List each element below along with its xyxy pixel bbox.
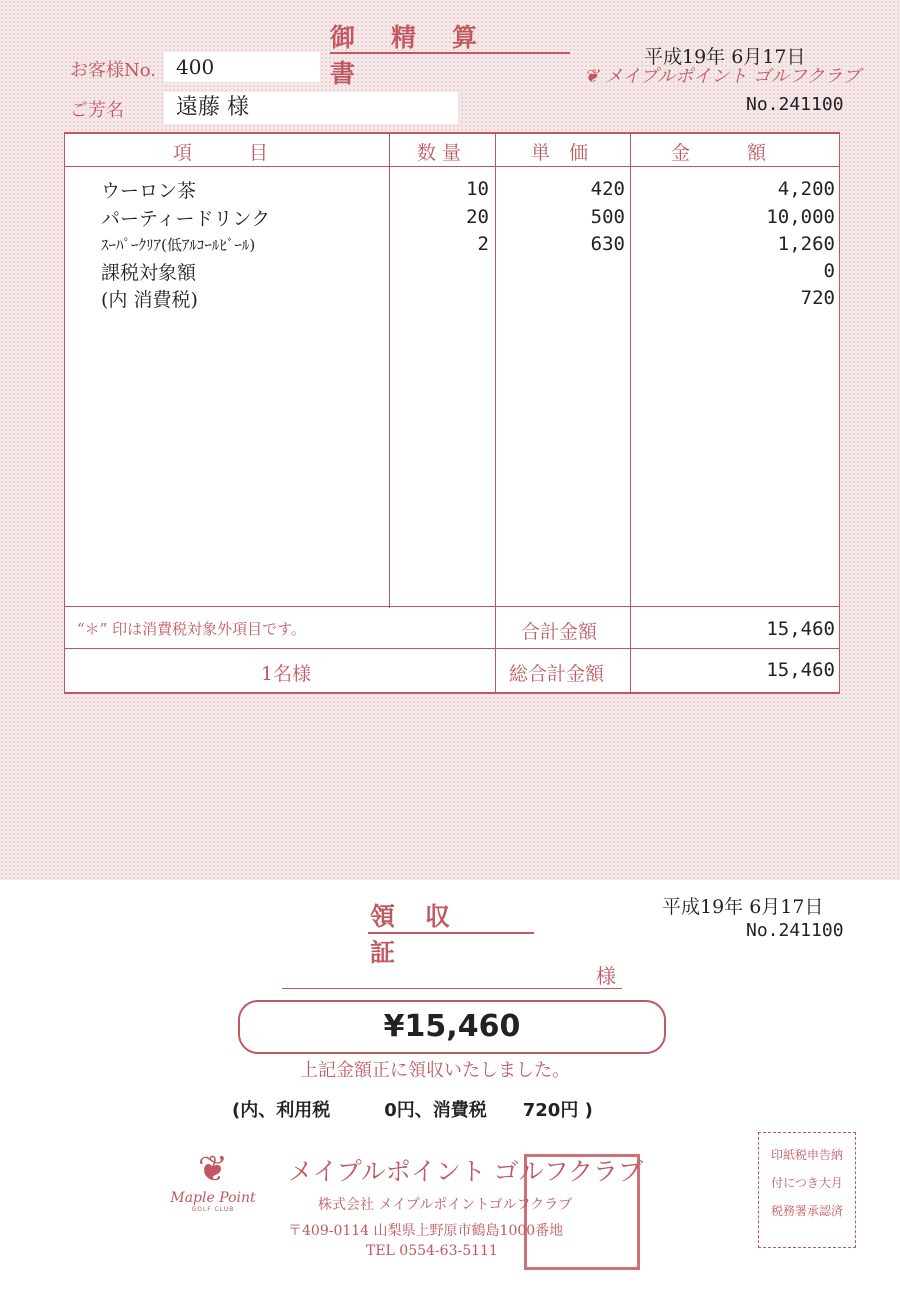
header-price: 単 価: [531, 142, 589, 164]
receipt-doc-no: No.241100: [746, 920, 844, 941]
maple-point-logo: [160, 1150, 266, 1213]
header-rule: [65, 166, 839, 167]
revenue-stamp-line: 印紙税申告納: [770, 1148, 843, 1162]
receipt-title-underline: [368, 932, 534, 934]
subtotal-label: 合計金額: [521, 621, 598, 643]
company-name: 株式会社 メイプルポイントゴルフクラブ: [318, 1197, 573, 1213]
persons-count: 1名様: [261, 663, 312, 685]
receipt-title: 領収証: [370, 902, 481, 967]
revenue-stamp-line: 付につき大月: [771, 1176, 843, 1190]
maple-leaf-icon: ❦: [197, 1149, 229, 1190]
row-amount: 4,200: [777, 178, 835, 200]
row-item: パーティードリンク: [101, 208, 271, 230]
row-qty: 20: [466, 206, 489, 228]
column-divider: [630, 134, 631, 692]
subtotal-value: 15,460: [766, 618, 835, 640]
receipt-date: 平成19年 6月17日: [662, 896, 824, 918]
header-item: 項 目: [173, 142, 269, 164]
tax-breakdown: (内、利用税 0円、消費税 720円 ): [232, 1100, 593, 1121]
logo-subtext: GOLF CLUB: [191, 1206, 235, 1213]
row-price: 630: [590, 233, 625, 255]
row-item: (内 消費税): [101, 289, 198, 311]
company-address: 〒409-0114 山梨県上野原市鶴島1000番地: [288, 1223, 564, 1239]
company-tel: TEL 0554-63-5111: [366, 1243, 498, 1259]
totals-rule: [65, 648, 839, 649]
header-amount: 金 額: [671, 142, 767, 164]
receipt-amount: ¥15,460: [238, 1000, 666, 1054]
row-qty: 2: [477, 233, 489, 255]
column-divider: [495, 134, 496, 692]
tax-exempt-note: “＊” 印は消費税対象外項目です。: [77, 620, 306, 638]
invoice-table: [64, 132, 840, 694]
grand-total-label: 総合計金額: [509, 663, 605, 685]
row-amount: 720: [800, 287, 835, 309]
header-qty: 数 量: [417, 142, 462, 164]
maple-leaf-icon: ❦: [584, 66, 600, 87]
invoice-title: 御精算書: [330, 23, 514, 88]
company-brand: メイプルポイント ゴルフクラブ: [288, 1157, 643, 1186]
invoice-brand-text: メイプルポイント ゴルフクラブ: [604, 66, 861, 87]
column-divider: [389, 134, 390, 608]
name-label: ご芳名: [70, 100, 124, 121]
receipt-confirmation: 上記金額正に領収いたしました。: [300, 1060, 570, 1081]
row-item: ウーロン茶: [101, 180, 197, 202]
invoice-doc-no: No.241100: [746, 94, 844, 115]
row-item: ｽｰﾊﾟｰｸﾘｱ(低ｱﾙｺｰﾙﾋﾞｰﾙ): [101, 236, 256, 254]
row-amount: 10,000: [766, 206, 835, 228]
totals-rule: [65, 606, 839, 607]
title-underline: [330, 52, 570, 54]
customer-no-label: お客様No.: [70, 60, 156, 81]
row-item: 課税対象額: [101, 262, 197, 284]
invoice-brand: [584, 62, 860, 88]
row-qty: 10: [466, 178, 489, 200]
row-price: 500: [590, 206, 625, 228]
invoice-date: 平成19年 6月17日: [644, 46, 806, 68]
row-amount: 1,260: [777, 233, 835, 255]
payee-line: [282, 988, 622, 989]
row-amount: 0: [823, 260, 835, 282]
logo-text: Maple Point: [170, 1190, 256, 1206]
company-seal: [524, 1154, 640, 1270]
customer-name-value: 遠藤 様: [164, 92, 458, 124]
row-price: 420: [590, 178, 625, 200]
payee-suffix: 様: [596, 964, 616, 988]
revenue-stamp-notice: [758, 1132, 856, 1248]
customer-no-value: 400: [164, 52, 320, 82]
revenue-stamp-line: 税務署承認済: [770, 1204, 843, 1218]
grand-total-value: 15,460: [766, 659, 835, 681]
